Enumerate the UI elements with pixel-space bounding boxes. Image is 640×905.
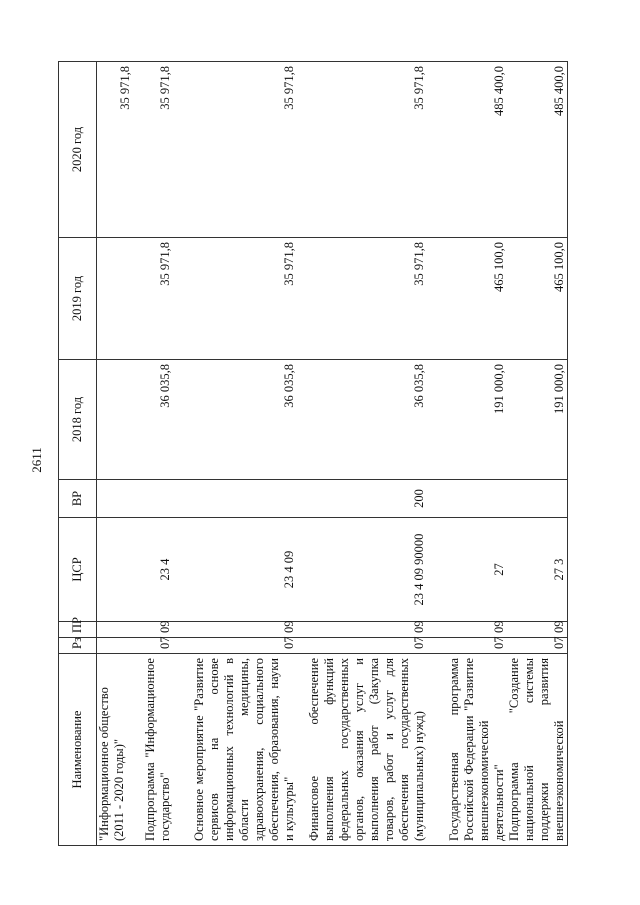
row-name: Подпрограмма "Информационное государство" — [133, 654, 173, 846]
row-csr — [97, 518, 133, 622]
row-csr: 23 4 09 — [173, 518, 297, 622]
row-2020: 35 971,8 — [173, 62, 297, 238]
row-pr: 09 — [297, 622, 427, 638]
header-pr: ПР — [59, 622, 97, 638]
header-name: Наименование — [59, 654, 97, 846]
row-pr: 09 — [507, 622, 568, 638]
header-2018: 2018 год — [59, 360, 97, 480]
row-2020: 485 400,0 — [507, 62, 568, 238]
row-rz: 07 — [507, 638, 568, 654]
row-rz: 07 — [173, 638, 297, 654]
row-2019: 465 100,0 — [427, 238, 507, 360]
row-vr — [427, 480, 507, 518]
header-2019: 2019 год — [59, 238, 97, 360]
row-name: Подпрограмма "Создание национальной системы поддержки развития внешнеэкономической — [507, 654, 568, 846]
budget-table-rotated — [58, 62, 605, 846]
row-name: Основное мероприятие "Развитие сервисов на основе информационных технологий в области медицины, здравоохранения, социального обеспечения, образования, науки и культуры" — [173, 654, 297, 846]
row-2019: 35 971,8 — [173, 238, 297, 360]
row-vr — [133, 480, 173, 518]
row-2018: 36 035,8 — [173, 360, 297, 480]
row-2018: 36 035,8 — [133, 360, 173, 480]
row-csr: 23 4 09 90000 — [297, 518, 427, 622]
table-row — [173, 62, 297, 846]
row-rz — [97, 638, 133, 654]
header-csr: ЦСР — [59, 518, 97, 622]
table-row — [297, 62, 427, 846]
row-csr: 23 4 — [133, 518, 173, 622]
row-2018: 36 035,8 — [297, 360, 427, 480]
row-2019: 35 971,8 — [133, 238, 173, 360]
row-pr: 09 — [173, 622, 297, 638]
budget-table — [58, 61, 568, 846]
table-header — [59, 62, 97, 846]
page-number: 2611 — [29, 447, 44, 473]
header-rz: Рз — [59, 638, 97, 654]
table-row — [507, 62, 568, 846]
row-2018 — [97, 360, 133, 480]
row-pr: 09 — [133, 622, 173, 638]
row-pr — [97, 622, 133, 638]
row-2020: 35 971,8 — [133, 62, 173, 238]
header-vr: ВР — [59, 480, 97, 518]
row-rz: 07 — [297, 638, 427, 654]
row-2019: 35 971,8 — [297, 238, 427, 360]
row-vr — [173, 480, 297, 518]
row-vr: 200 — [297, 480, 427, 518]
table-row — [97, 62, 133, 846]
row-vr — [507, 480, 568, 518]
row-2020: 485 400,0 — [427, 62, 507, 238]
table-row — [133, 62, 173, 846]
row-rz: 07 — [133, 638, 173, 654]
row-csr: 27 — [427, 518, 507, 622]
table-row — [427, 62, 507, 846]
row-2019: 465 100,0 — [507, 238, 568, 360]
row-2020: 35 971,8 — [297, 62, 427, 238]
row-2019 — [97, 238, 133, 360]
row-vr — [97, 480, 133, 518]
row-pr: 09 — [427, 622, 507, 638]
header-2020: 2020 год — [59, 62, 97, 238]
row-name: "Информационное общество (2011 - 2020 годы)" — [97, 654, 133, 846]
row-2018: 191 000,0 — [427, 360, 507, 480]
row-csr: 27 3 — [507, 518, 568, 622]
row-name: Государственная программа Российской Федерации "Развитие внешнеэкономической деятельности" — [427, 654, 507, 846]
row-2018: 191 000,0 — [507, 360, 568, 480]
row-2020: 35 971,8 — [97, 62, 133, 238]
row-rz: 07 — [427, 638, 507, 654]
row-name: Финансовое обеспечение выполнения функций федеральных государственных органов, оказания услуг и выполнения работ (Закупка товаров, работ и услуг для обеспечения государственных (муниципальных) нужд) — [297, 654, 427, 846]
